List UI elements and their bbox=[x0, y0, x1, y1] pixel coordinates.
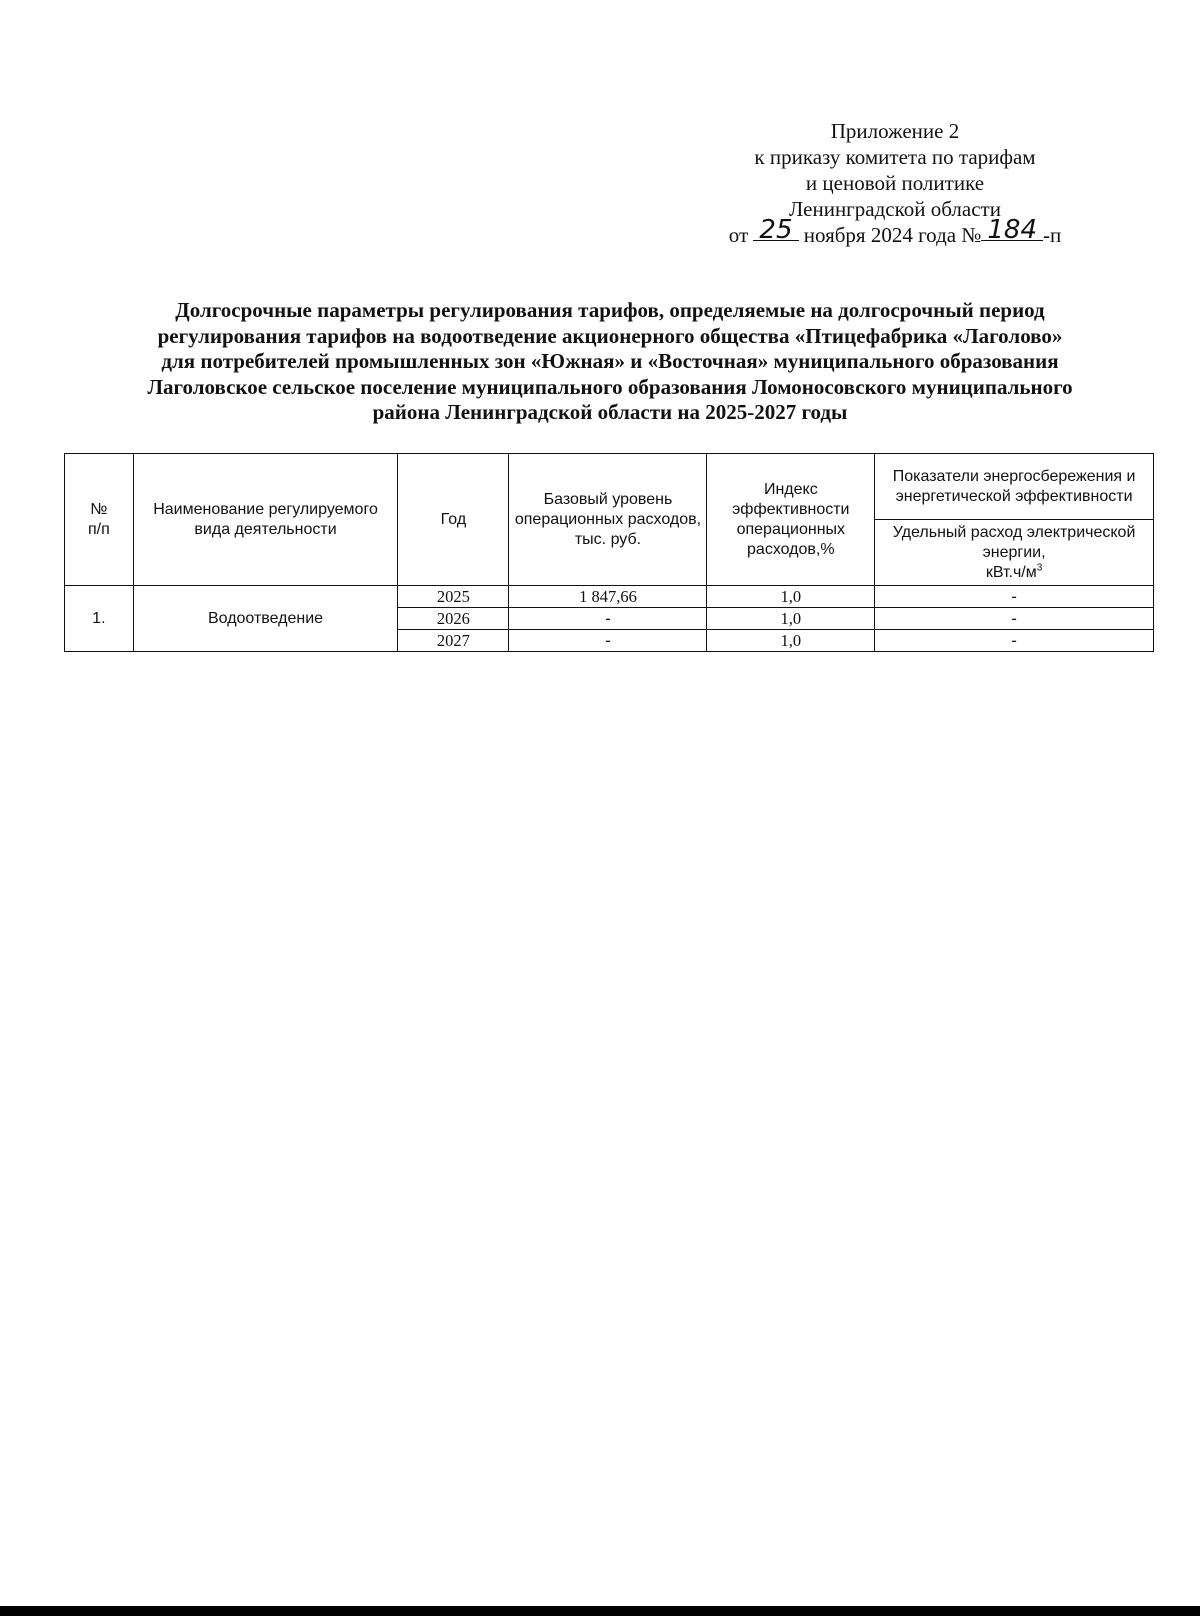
document-title bbox=[60, 298, 1160, 426]
header-energy-unit: кВт.ч/м bbox=[985, 563, 1037, 581]
row-base-level: - bbox=[509, 608, 707, 630]
parameters-table bbox=[64, 453, 1154, 652]
order-number-handwritten: 184 bbox=[981, 220, 1043, 241]
order-prefix: от bbox=[728, 223, 749, 247]
header-energy-group: Показатели энергосбережения и энергетической эффективности bbox=[875, 454, 1154, 520]
table-header-row bbox=[65, 454, 1154, 520]
row-energy-consumption: - bbox=[875, 586, 1154, 608]
row-efficiency-index: 1,0 bbox=[707, 586, 875, 608]
row-energy-consumption: - bbox=[875, 630, 1154, 652]
header-efficiency-index: Индекс эффективности операционных расходов,% bbox=[707, 454, 875, 586]
appendix-title: Приложение 2 bbox=[830, 119, 960, 143]
order-day-handwritten: 25 bbox=[753, 220, 798, 241]
order-suffix: -п bbox=[1043, 223, 1062, 247]
row-energy-consumption: - bbox=[875, 608, 1154, 630]
row-number: 1. bbox=[65, 586, 134, 652]
scan-edge-bar bbox=[0, 1606, 1200, 1616]
title-line-3: для потребителей промышленных зон «Южная» и «Восточная» муниципального образования bbox=[161, 349, 1059, 373]
appendix-order-ref: к приказу комитета по тарифам bbox=[754, 145, 1036, 169]
row-base-level: - bbox=[509, 630, 707, 652]
header-number-label: п/п bbox=[87, 520, 110, 538]
header-energy-unit-exponent: 3 bbox=[1036, 562, 1043, 574]
appendix-block bbox=[700, 118, 1090, 248]
title-line-2: регулирования тарифов на водоотведение акционерного общества «Птицефабрика «Лаголово» bbox=[157, 323, 1063, 348]
header-number bbox=[65, 454, 134, 586]
appendix-order-date bbox=[700, 215, 1090, 248]
row-year: 2025 bbox=[398, 586, 509, 608]
row-efficiency-index: 1,0 bbox=[707, 608, 875, 630]
header-number-sign: № bbox=[90, 500, 108, 518]
title-line-4: Лаголовское сельское поселение муниципального образования Ломоносовского муниципального bbox=[147, 374, 1073, 399]
row-year: 2026 bbox=[398, 608, 509, 630]
header-energy-label: Удельный расход электрической энергии, bbox=[892, 523, 1136, 561]
row-efficiency-index: 1,0 bbox=[707, 630, 875, 652]
title-line-5: района Ленинградской области на 2025-2027 годы bbox=[372, 400, 848, 424]
header-year: Год bbox=[398, 454, 509, 586]
row-year: 2027 bbox=[398, 630, 509, 652]
title-line-1: Долгосрочные параметры регулирования тарифов, определяемые на долгосрочный период bbox=[175, 298, 1045, 322]
table-row bbox=[65, 586, 1154, 608]
header-base-level: Базовый уровень операционных расходов, тыс. руб. bbox=[509, 454, 707, 586]
row-base-level: 1 847,66 bbox=[509, 586, 707, 608]
appendix-region: Ленинградской области bbox=[789, 197, 1001, 221]
appendix-committee: и ценовой политике bbox=[805, 171, 985, 195]
order-middle: ноября 2024 года № bbox=[803, 223, 982, 247]
row-activity-name: Водоотведение bbox=[133, 586, 398, 652]
header-activity-name: Наименование регулируемого вида деятельности bbox=[133, 454, 398, 586]
header-energy-consumption bbox=[875, 520, 1154, 586]
